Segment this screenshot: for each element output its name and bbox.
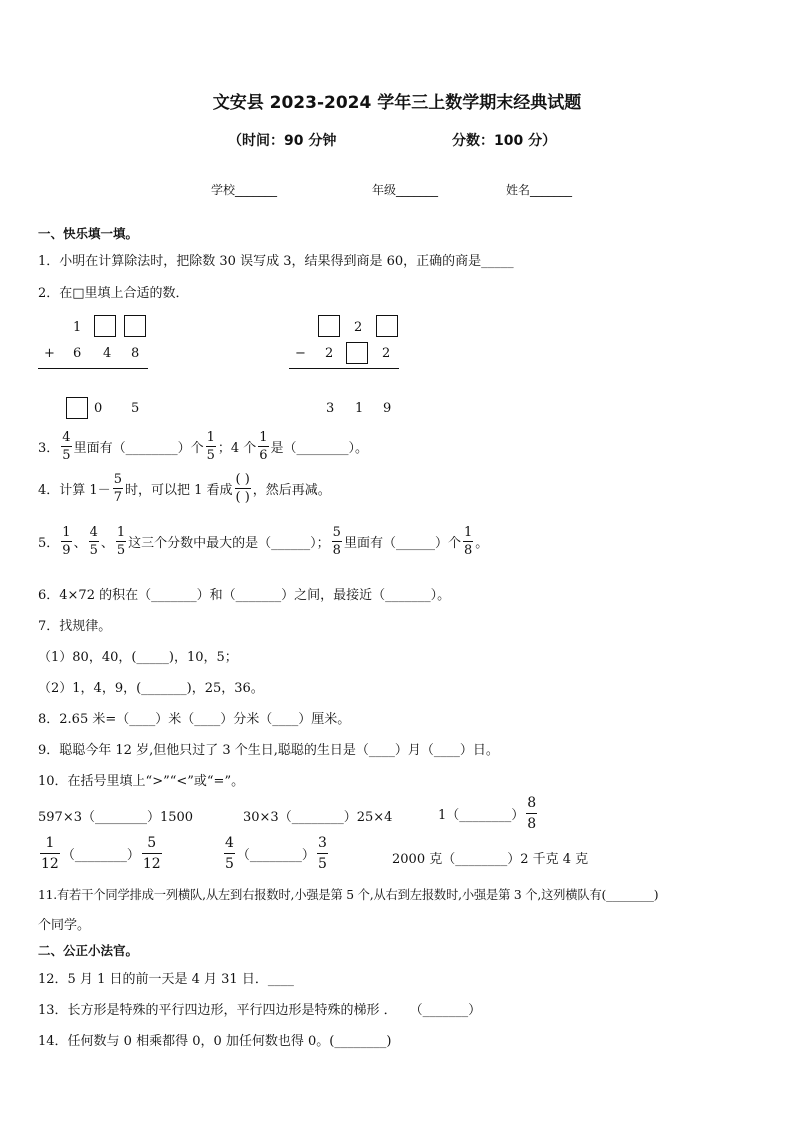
question-4: 4．计算 1－ $\frac{5}{7}$ 时，可以把 1 看成 $\frac{( )}{( )}$ ，然后再减。 bbox=[38, 472, 331, 505]
fraction: $\frac{5}{7}$ bbox=[113, 472, 122, 505]
digit: 2 bbox=[354, 320, 363, 335]
difference-line bbox=[289, 368, 399, 369]
digit: 4 bbox=[103, 346, 112, 361]
question-2: 2．在□里填上合适的数． bbox=[38, 286, 189, 301]
plus-sign: + bbox=[44, 346, 55, 361]
section-2-title: 二、公正小法官。 bbox=[38, 943, 139, 958]
section-1-title: 一、快乐填一填。 bbox=[38, 226, 139, 241]
question-11-line-1: 11.有若干个同学排成一列横队,从左到右报数时,小强是第 5 个,从右到左报数时,小强是第 3 个,这列横队有(________) bbox=[38, 888, 659, 902]
compare-2: 30×3（________）25×4 bbox=[243, 810, 393, 825]
fraction: $\frac{1}{12}$ bbox=[41, 835, 59, 872]
digit: 2 bbox=[325, 346, 334, 361]
digit: 3 bbox=[326, 401, 335, 416]
fraction: $\frac{4}{5}$ bbox=[225, 835, 234, 872]
digit: 0 bbox=[94, 401, 103, 416]
fraction: $\frac{1}{9}$ bbox=[62, 525, 71, 558]
question-7-part-2: （2）1，4，9，(_______)，25，36。 bbox=[38, 681, 264, 696]
question-7-part-1: （1）80，40，(_____)，10，5； bbox=[38, 650, 238, 665]
fraction: $\frac{1}{5}$ bbox=[116, 525, 126, 558]
question-1: 1．小明在计算除法时，把除数 30 误写成 3，结果得到商是 60，正确的商是_____ bbox=[38, 254, 514, 269]
digit: 9 bbox=[383, 401, 392, 416]
question-7: 7．找规律。 bbox=[38, 619, 112, 634]
answer-box[interactable] bbox=[94, 315, 116, 337]
question-13: 13．长方形是特殊的平行四边形，平行四边形是特殊的梯形 ． （_______） bbox=[38, 1003, 482, 1018]
question-11-line-2: 个同学。 bbox=[38, 918, 91, 933]
exam-time: （时间：90 分钟 bbox=[228, 133, 337, 149]
digit: 2 bbox=[382, 346, 391, 361]
question-12: 12．5 月 1 日的前一天是 4 月 31 日．____ bbox=[38, 972, 294, 987]
fraction: $\frac{4}{5}$ bbox=[62, 430, 71, 463]
question-9: 9．聪聪今年 12 岁,但他只过了 3 个生日,聪聪的生日是（____）月（____）日。 bbox=[38, 743, 499, 758]
fraction: $\frac{1}{6}$ bbox=[259, 430, 268, 463]
compare-5: $\frac{4}{5}$ （________） $\frac{3}{5}$ bbox=[225, 835, 327, 872]
fraction: $\frac{1}{5}$ bbox=[206, 430, 215, 463]
answer-box[interactable] bbox=[376, 315, 398, 337]
name-field[interactable]: 姓名_______ bbox=[506, 183, 573, 197]
compare-3: 1（________） $\frac{8}{8}$ bbox=[438, 795, 537, 832]
question-6: 6．4×72 的积在（_______）和（_______）之间，最接近（_______）。 bbox=[38, 588, 451, 603]
question-10: 10．在括号里填上“>”“<”或“=”。 bbox=[38, 774, 245, 789]
grade-field[interactable]: 年级_______ bbox=[372, 183, 439, 197]
compare-1: 597×3（________）1500 bbox=[38, 810, 194, 825]
digit: 1 bbox=[73, 320, 82, 335]
fraction: $\frac{4}{5}$ bbox=[89, 525, 98, 558]
answer-box[interactable] bbox=[66, 397, 88, 419]
compare-4: $\frac{1}{12}$ （________） $\frac{5}{12}$ bbox=[41, 835, 161, 872]
answer-box[interactable] bbox=[346, 342, 368, 364]
blank-fraction: $\frac{( )}{( )}$ bbox=[235, 472, 250, 505]
digit: 1 bbox=[355, 401, 364, 416]
fraction: $\frac{5}{12}$ bbox=[142, 835, 161, 872]
sum-line bbox=[38, 368, 148, 369]
fraction: $\frac{5}{8}$ bbox=[332, 525, 341, 558]
digit: 8 bbox=[131, 346, 140, 361]
question-8: 8．2.65 米=（____）米（____）分米（____）厘米。 bbox=[38, 712, 351, 727]
compare-6: 2000 克（________）2 千克 4 克 bbox=[392, 852, 589, 867]
answer-box[interactable] bbox=[124, 315, 146, 337]
question-5: 5． $\frac{1}{9}$ 、 $\frac{4}{5}$ 、 $\frac{1}{5}$ 这三个分数中最大的是（______）； $\frac{5}{8}$ 里面有（______）个 $\frac{1}{8}$ 。 bbox=[38, 525, 489, 558]
fraction: $\frac{3}{5}$ bbox=[317, 835, 327, 872]
question-3: 3． $\frac{4}{5}$ 里面有（________）个 $\frac{1}{5}$ ；4 个 $\frac{1}{6}$ 是（________）。 bbox=[38, 430, 369, 463]
exam-score: 分数：100 分） bbox=[452, 133, 557, 149]
digit: 6 bbox=[73, 346, 82, 361]
digit: 5 bbox=[131, 401, 140, 416]
fraction: $\frac{1}{8}$ bbox=[463, 525, 473, 558]
fraction: $\frac{8}{8}$ bbox=[527, 795, 537, 832]
question-14: 14．任何数与 0 相乘都得 0，0 加任何数也得 0。(________) bbox=[38, 1034, 392, 1049]
answer-box[interactable] bbox=[318, 315, 340, 337]
minus-sign: − bbox=[295, 346, 306, 361]
page-title: 文安县 2023-2024 学年三上数学期末经典试题 bbox=[212, 93, 582, 113]
school-field[interactable]: 学校_______ bbox=[211, 183, 278, 197]
